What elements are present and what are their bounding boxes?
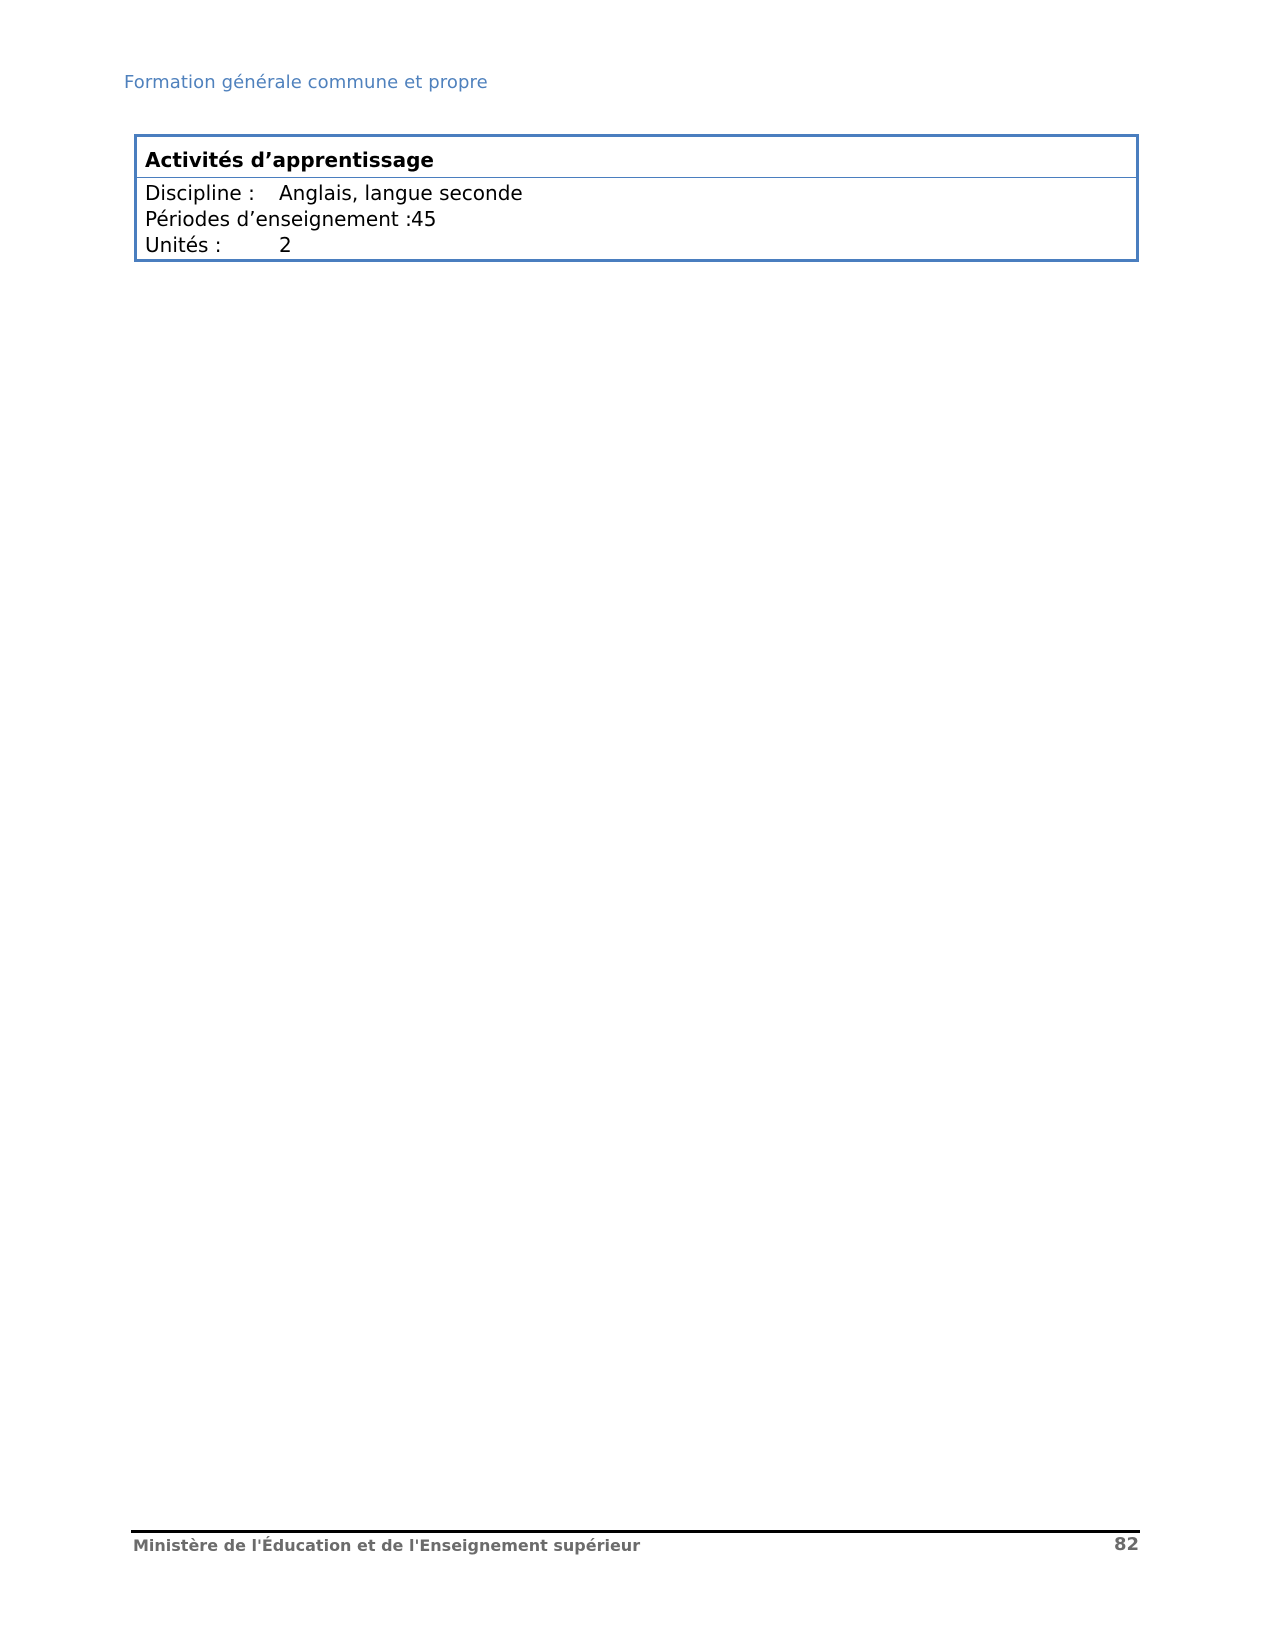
discipline-label: Discipline : xyxy=(145,181,255,205)
discipline-row xyxy=(145,180,1136,206)
periods-value: 45 xyxy=(411,207,437,231)
box-title: Activités d’apprentissage xyxy=(137,137,1136,178)
box-body xyxy=(137,178,1136,258)
units-row xyxy=(145,232,1136,258)
footer-divider xyxy=(131,1530,1140,1533)
running-header: Formation générale commune et propre xyxy=(124,72,488,93)
page-number: 82 xyxy=(1113,1534,1139,1555)
periods-label: Périodes d’enseignement : xyxy=(145,207,412,231)
periods-row xyxy=(145,206,1136,232)
units-label: Unités : xyxy=(145,233,222,257)
discipline-value: Anglais, langue seconde xyxy=(279,181,523,205)
learning-activities-box xyxy=(134,134,1139,262)
units-value: 2 xyxy=(279,233,292,257)
footer-organization: Ministère de l'Éducation et de l'Enseignement supérieur xyxy=(133,1536,641,1555)
